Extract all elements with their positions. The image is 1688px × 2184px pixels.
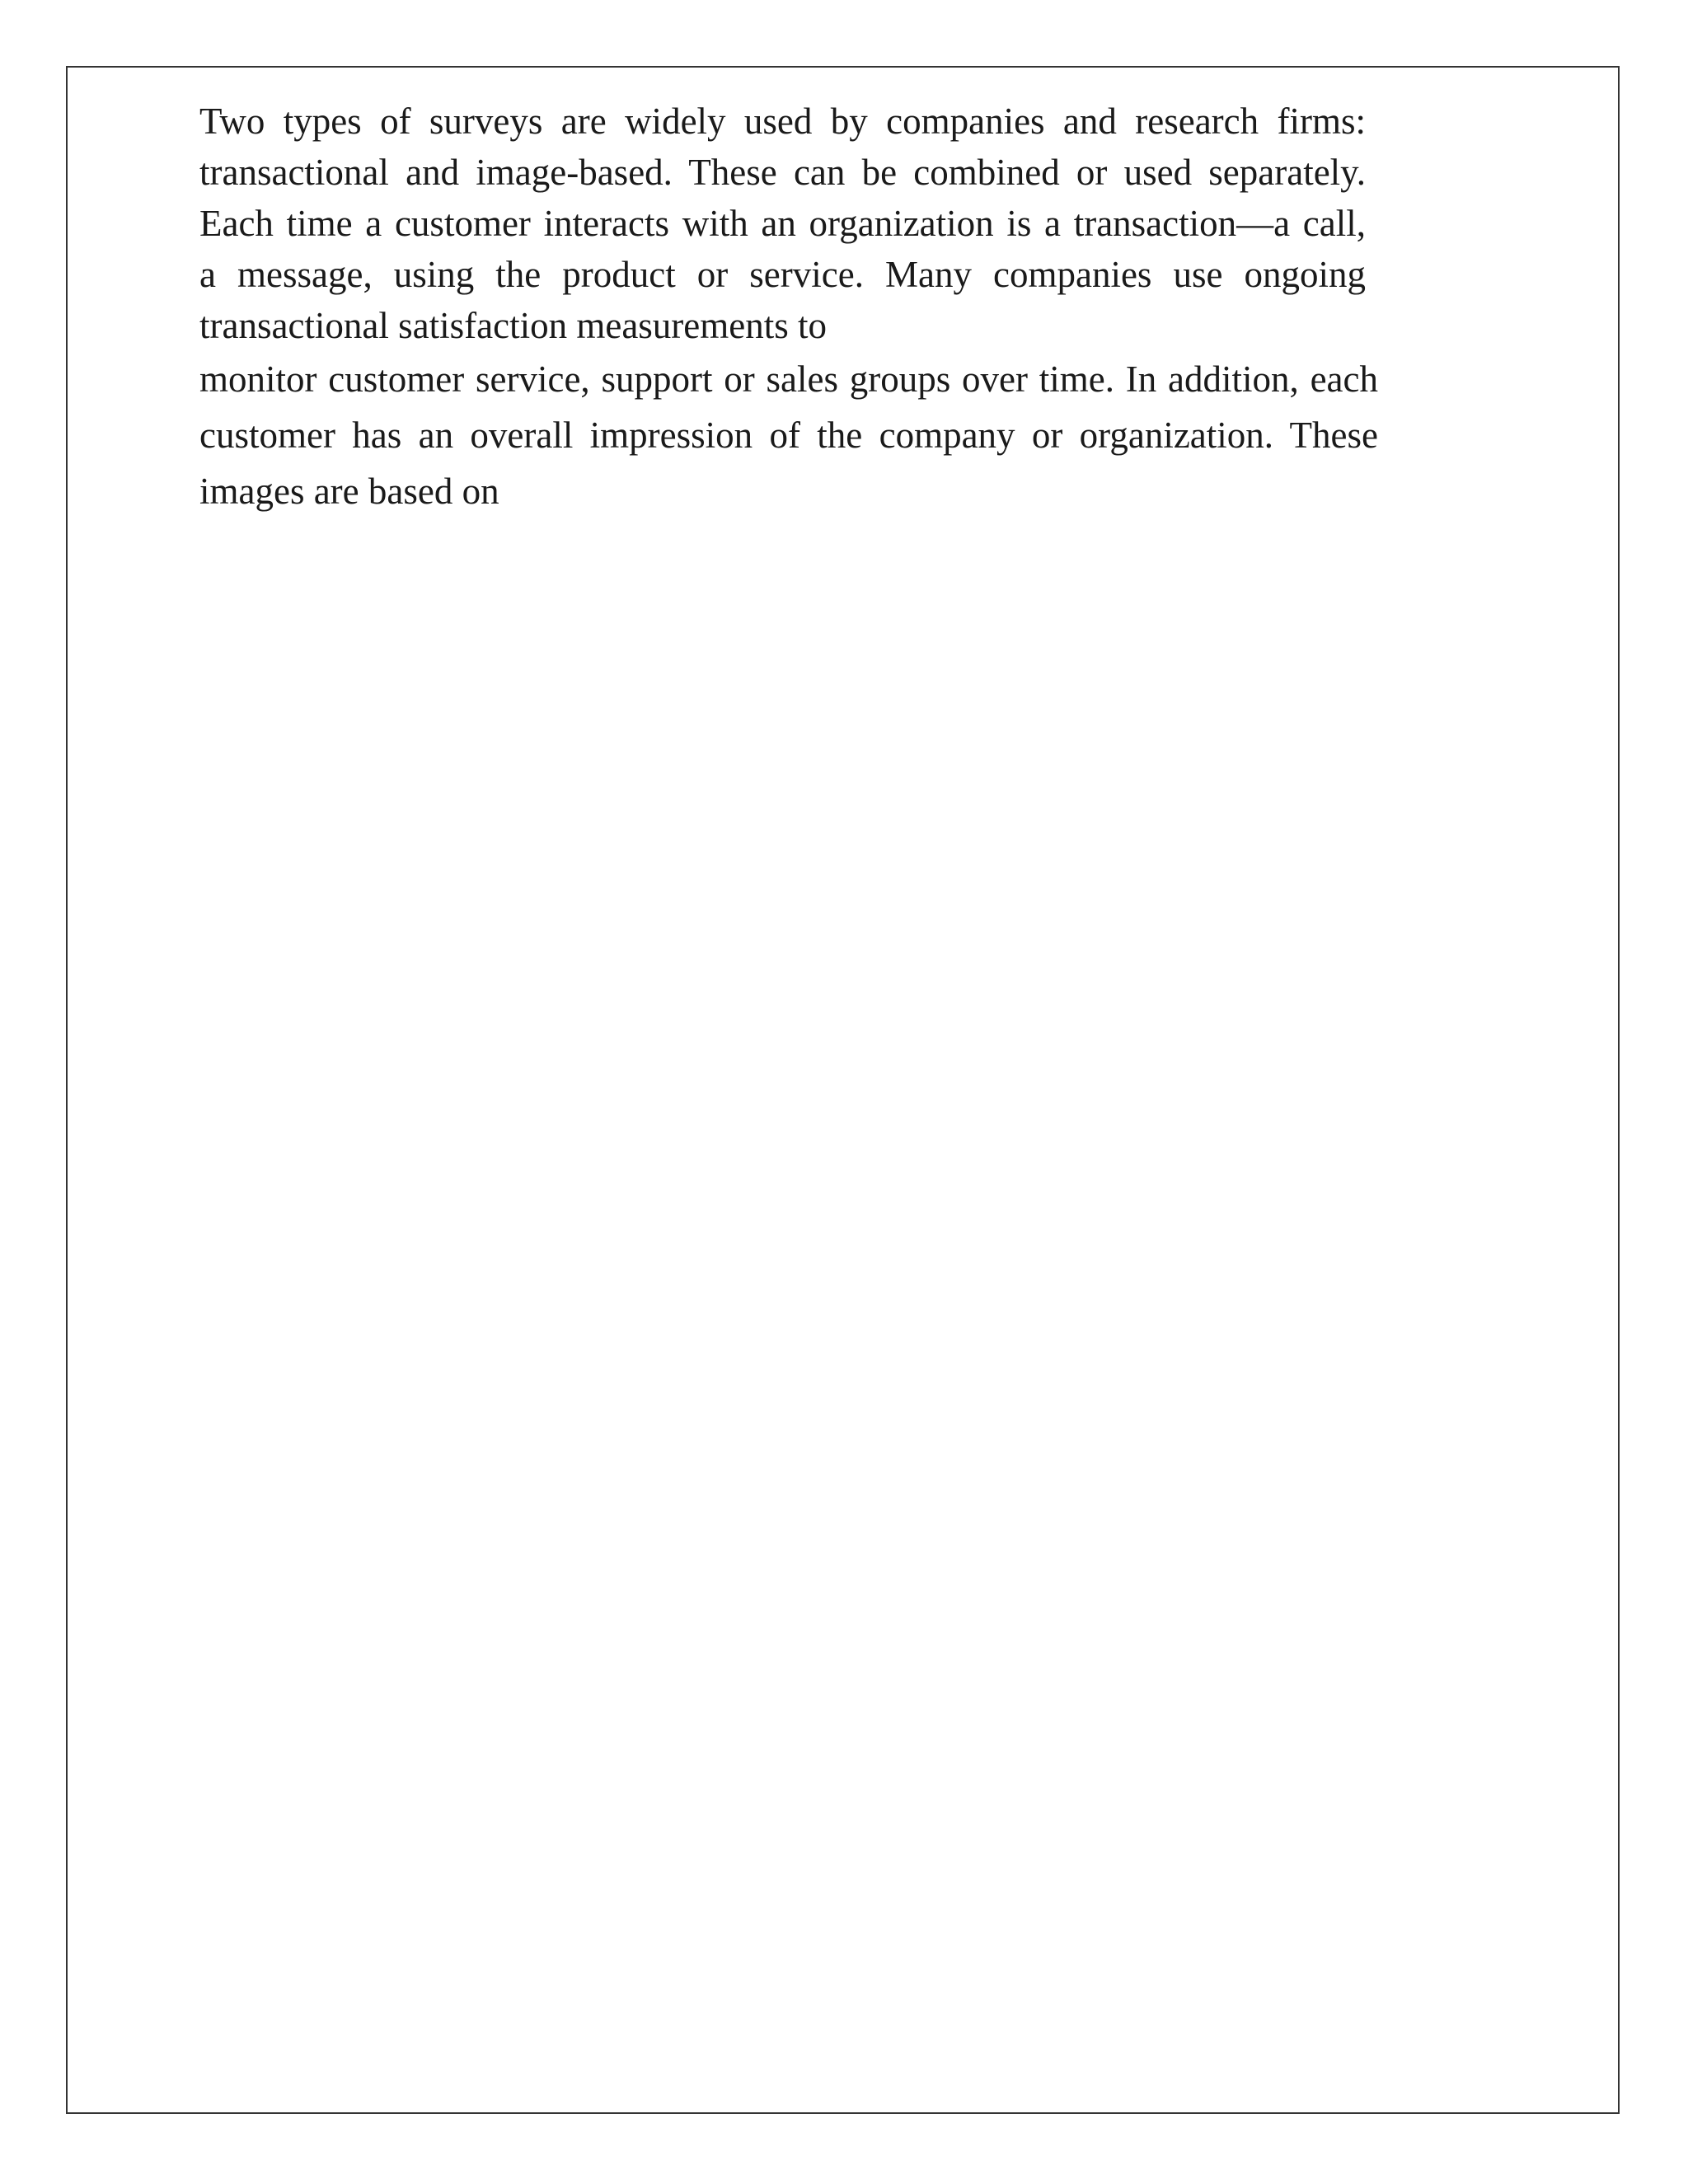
paragraph-line: monitor customer service, support or sales groups over time. In addition, each [199,359,1378,400]
paragraph-line: customer has an overall impression of the company or organization. These [199,415,1378,456]
paragraph-line: Two types of surveys are widely used by companies and research firms: [199,101,1366,142]
paragraph-line: transactional satisfaction measurements to [199,305,828,346]
paragraph-line: transactional and image-based. These can be combined or used separately. [199,152,1366,193]
paragraph-line: a message, using the product or service. Many companies use ongoing [199,254,1366,295]
paragraph-2 [199,351,1378,519]
paragraph-line: images are based on [199,471,499,512]
paragraph-line: Each time a customer interacts with an organization is a transaction—a call, [199,203,1366,244]
paragraph-1 [199,96,1366,351]
